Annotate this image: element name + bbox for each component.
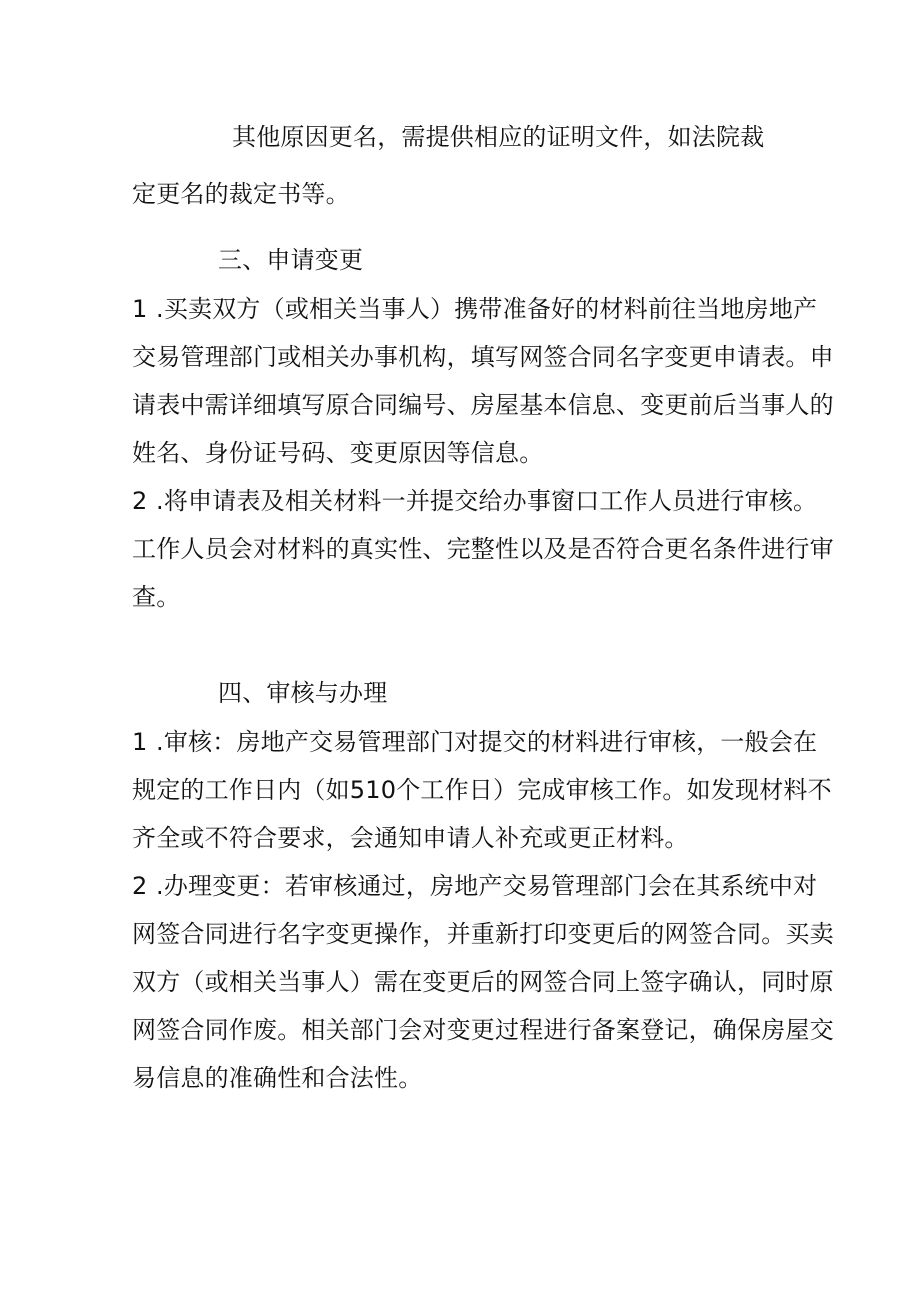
item-number: 1 (132, 728, 148, 756)
intro-line-1: 其他原因更名，需提供相应的证明文件，如法院裁 (232, 123, 765, 151)
item-number: 2 (132, 872, 148, 900)
section-4-item-2-line-4: 网签合同作废。相关部门会对变更过程进行备案登记，确保房屋交 (132, 1016, 834, 1044)
section-3-item-1-line-2: 交易管理部门或相关办事机构，填写网签合同名字变更申请表。申 (132, 343, 834, 371)
section-3-heading: 三、申请变更 (218, 246, 364, 274)
section-4-item-2-line-1 (132, 871, 818, 901)
item-number: 1 (132, 295, 148, 323)
item-text: .将申请表及相关材料一并提交给办事窗口工作人员进行审核。 (156, 487, 818, 515)
section-4-item-2-line-3: 双方（或相关当事人）需在变更后的网签合同上签字确认，同时原 (132, 968, 834, 996)
item-text: .买卖双方（或相关当事人）携带准备好的材料前往当地房地产 (156, 295, 818, 323)
item-text: .办理变更：若审核通过，房地产交易管理部门会在其系统中对 (156, 872, 818, 900)
section-3-item-2-line-2: 工作人员会对材料的真实性、完整性以及是否符合更名条件进行审 (132, 535, 834, 563)
section-4-item-2-line-2: 网签合同进行名字变更操作，并重新打印变更后的网签合同。买卖 (132, 920, 834, 948)
section-3-item-1-line-4: 姓名、身份证号码、变更原因等信息。 (132, 439, 544, 467)
section-4-item-1-line-2: 规定的工作日内（如510个工作日）完成审核工作。如发现材料不 (132, 776, 832, 804)
section-4-item-1-line-1 (132, 727, 818, 757)
section-4-item-1-line-3: 齐全或不符合要求，会通知申请人补充或更正材料。 (132, 824, 689, 852)
item-number: 2 (132, 487, 148, 515)
section-4-item-2-line-5: 易信息的准确性和合法性。 (132, 1064, 423, 1092)
section-3-item-2-line-1 (132, 486, 818, 516)
item-text: .审核：房地产交易管理部门对提交的材料进行审核，一般会在 (156, 728, 818, 756)
section-4-heading: 四、审核与办理 (218, 679, 388, 707)
section-3-item-1-line-3: 请表中需详细填写原合同编号、房屋基本信息、变更前后当事人的 (132, 391, 834, 419)
section-3-item-2-line-3: 查。 (132, 583, 181, 611)
section-3-item-1-line-1 (132, 294, 818, 324)
intro-line-2: 定更名的裁定书等。 (132, 180, 350, 208)
